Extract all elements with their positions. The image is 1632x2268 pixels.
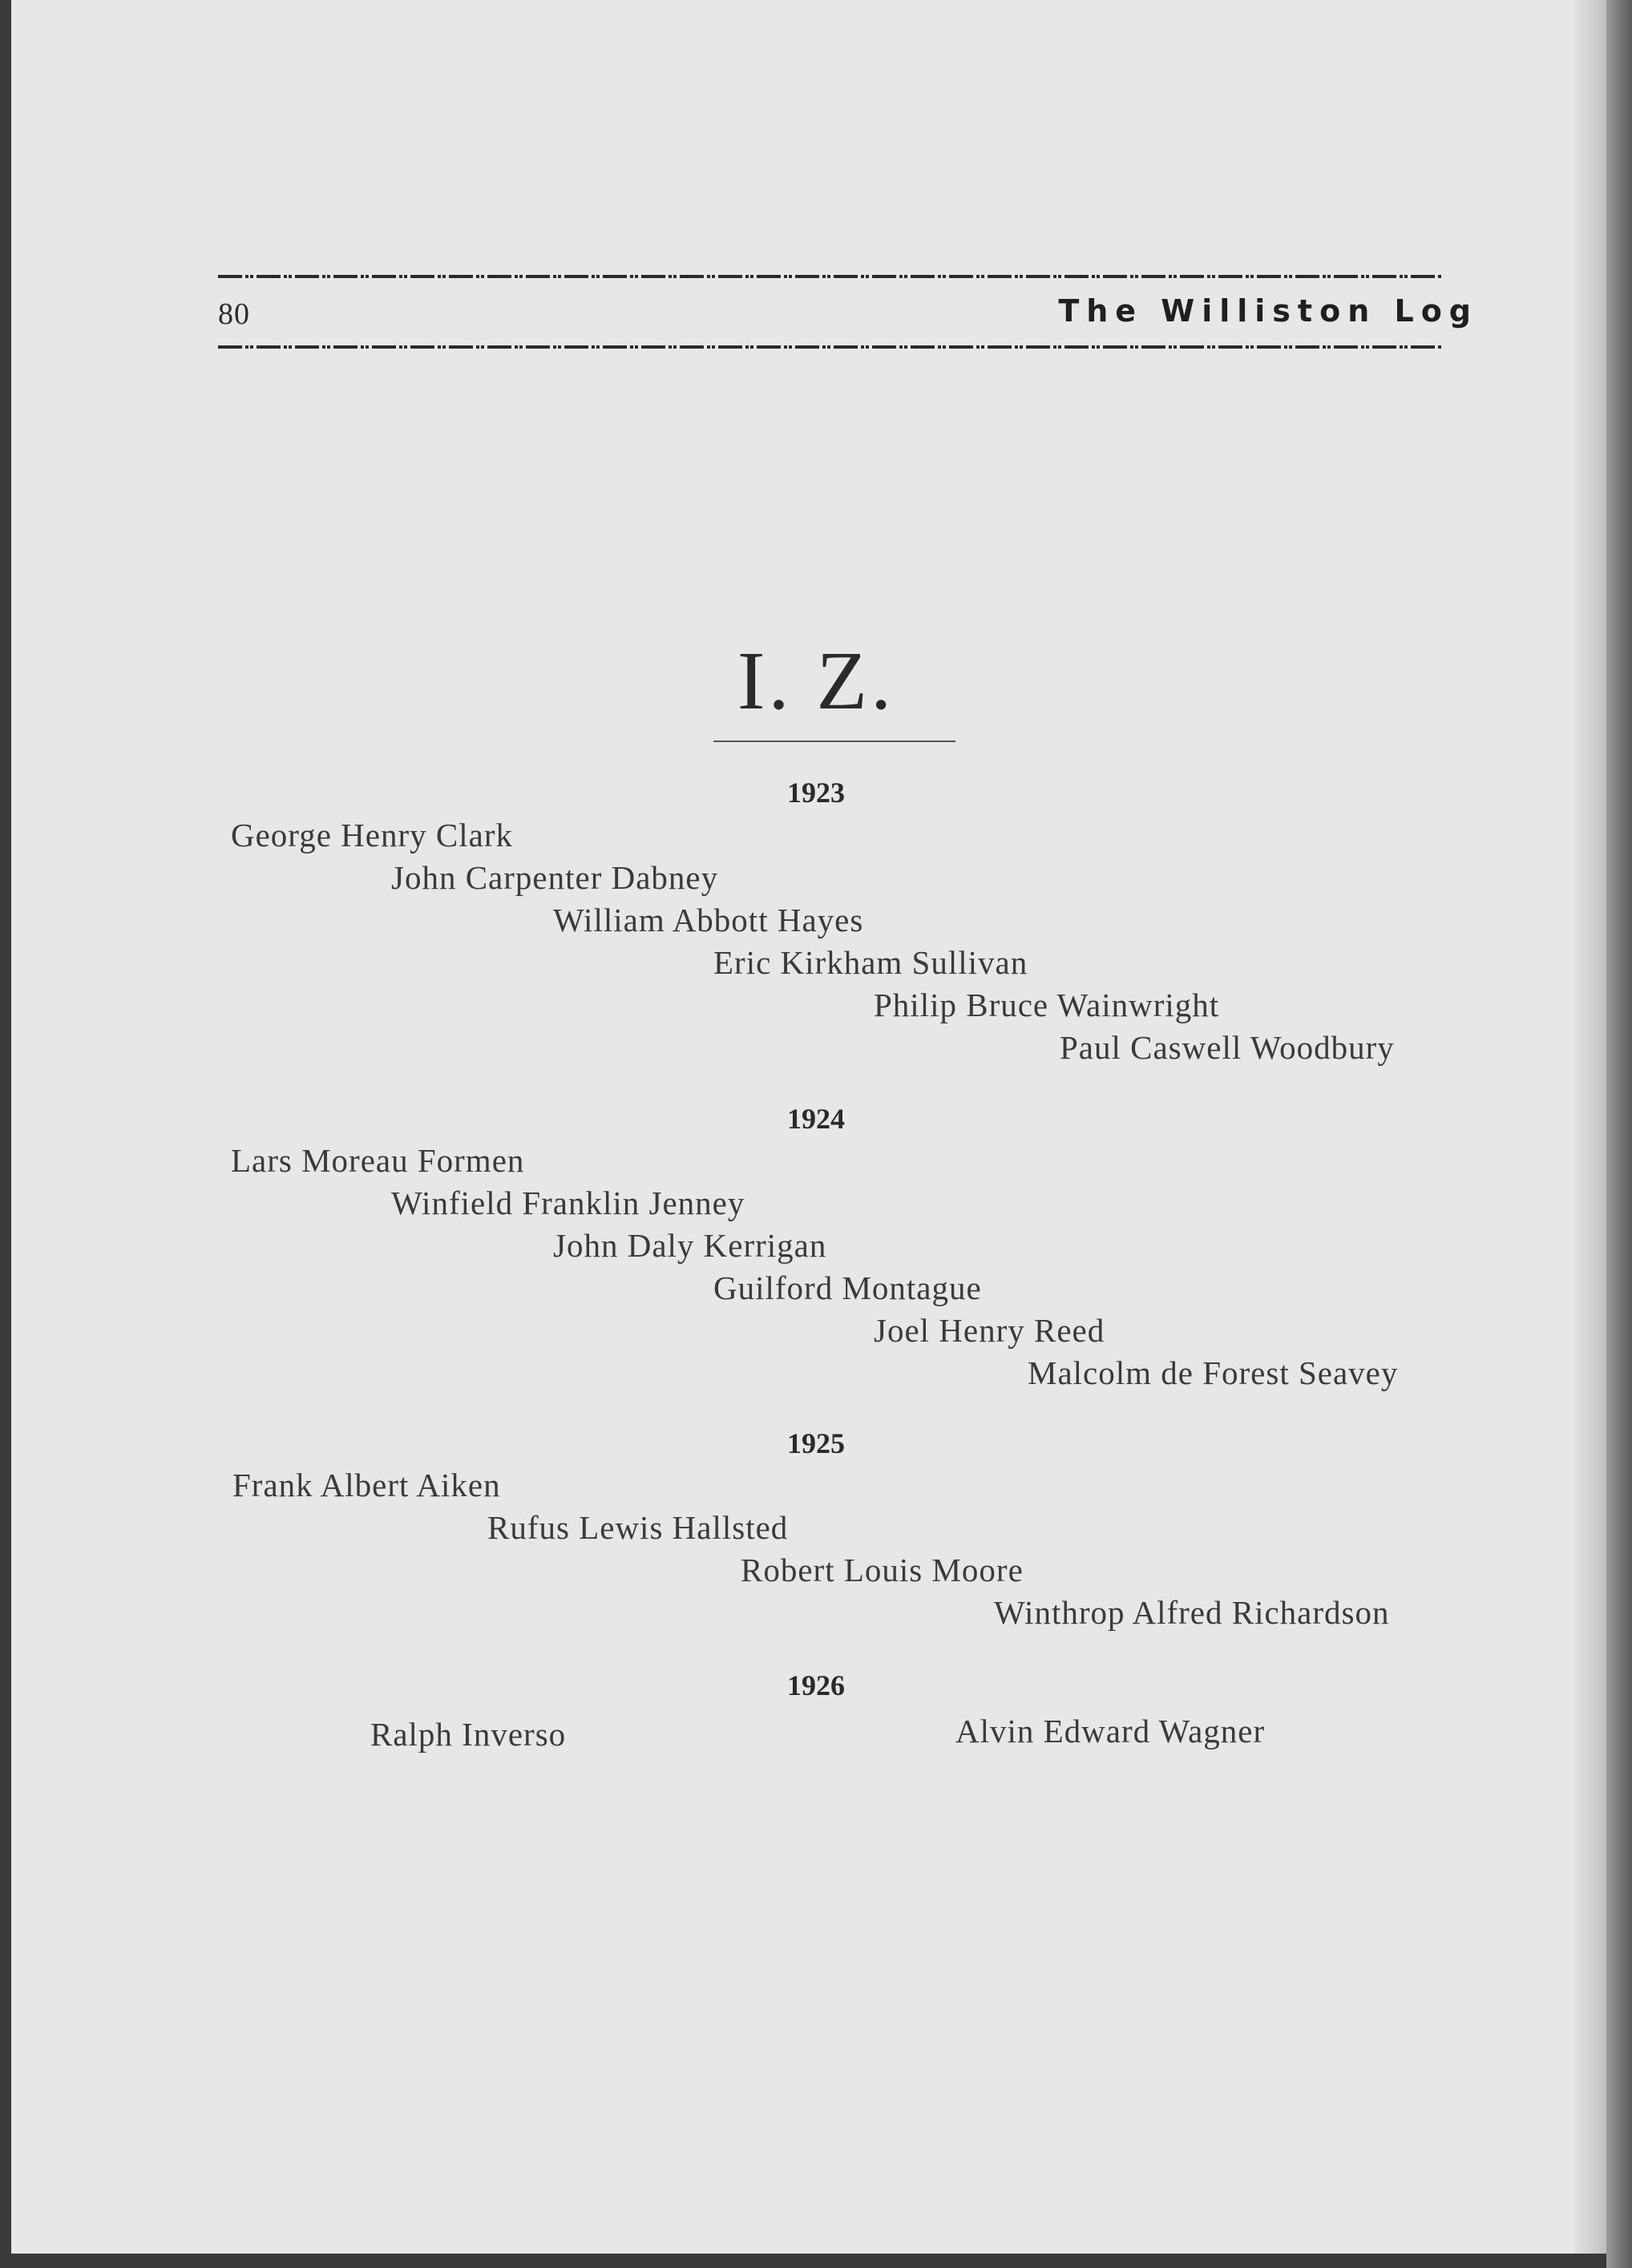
member-name: Eric Kirkham Sullivan: [713, 944, 1028, 981]
member-name: Lars Moreau Formen: [231, 1142, 525, 1179]
member-name: Rufus Lewis Hallsted: [487, 1509, 789, 1546]
member-name: Guilford Montague: [713, 1269, 982, 1306]
year-heading-1926: 1926: [787, 1669, 845, 1701]
page-number: 80: [218, 297, 250, 331]
member-name: Robert Louis Moore: [741, 1552, 1024, 1588]
member-name: John Carpenter Dabney: [391, 859, 719, 896]
member-name: Ralph Inverso: [370, 1716, 567, 1753]
year-heading-1923: 1923: [787, 777, 845, 809]
member-name: Frank Albert Aiken: [232, 1467, 501, 1503]
section-title: I. Z.: [737, 635, 895, 727]
title-underline: [713, 741, 955, 742]
member-name: Paul Caswell Woodbury: [1060, 1029, 1395, 1066]
member-name: Joel Henry Reed: [874, 1312, 1105, 1349]
member-name: John Daly Kerrigan: [553, 1227, 827, 1264]
running-title: The Williston Log: [1058, 293, 1478, 329]
member-name: George Henry Clark: [231, 817, 513, 854]
header-rule-top: [218, 272, 1441, 280]
member-name: William Abbott Hayes: [553, 902, 864, 938]
member-name: Winthrop Alfred Richardson: [994, 1594, 1390, 1631]
member-name: Philip Bruce Wainwright: [874, 987, 1220, 1023]
member-name: Winfield Franklin Jenney: [391, 1184, 745, 1221]
member-name: Alvin Edward Wagner: [955, 1713, 1266, 1749]
year-heading-1925: 1925: [787, 1427, 845, 1459]
member-name: Malcolm de Forest Seavey: [1028, 1354, 1399, 1391]
year-heading-1924: 1924: [787, 1103, 845, 1135]
header-rule-bottom: [218, 343, 1441, 351]
